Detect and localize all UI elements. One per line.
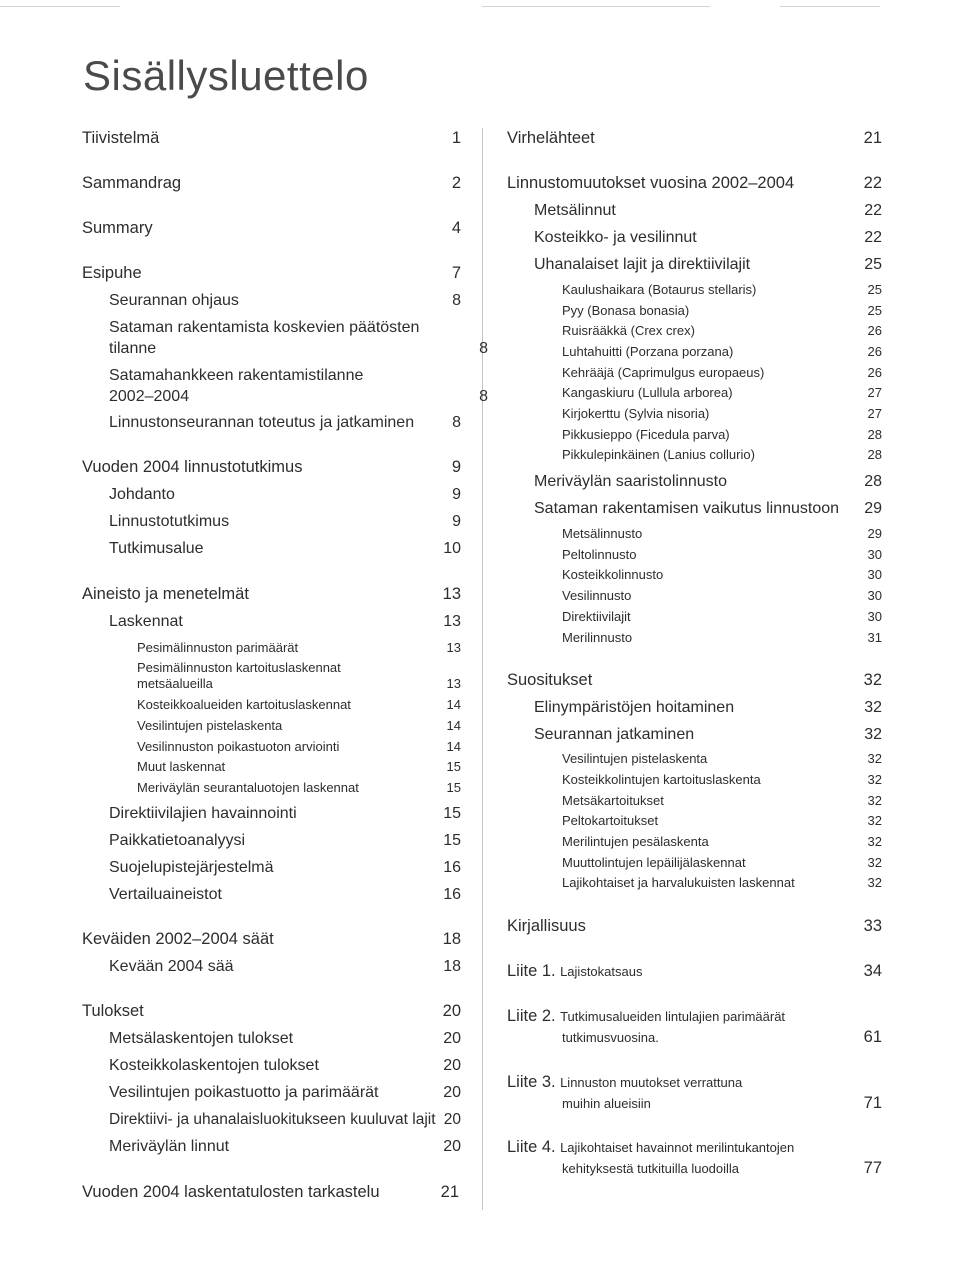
toc-entry-title: Vuoden 2004 laskentatulosten tarkastelu bbox=[82, 1183, 380, 1201]
toc-entry-title: Peltolinnusto bbox=[562, 547, 637, 562]
toc-entry[interactable] bbox=[507, 588, 882, 604]
toc-entry-title: Kaulushaikara (Botaurus stellaris) bbox=[562, 282, 757, 297]
toc-entry[interactable] bbox=[507, 447, 882, 463]
toc-entry-title: Kirjallisuus bbox=[507, 917, 586, 935]
toc-entry[interactable] bbox=[507, 303, 882, 319]
toc-entry[interactable] bbox=[507, 323, 882, 339]
toc-entry-page: 30 bbox=[867, 609, 882, 624]
toc-entry-page: 22 bbox=[864, 229, 882, 246]
toc-entry-title: Kirjokerttu (Sylvia nisoria) bbox=[562, 406, 710, 421]
toc-entry-title: Metsälaskentojen tulokset bbox=[109, 1030, 294, 1047]
toc-entry[interactable] bbox=[507, 200, 882, 221]
toc-entry-page: 15 bbox=[446, 759, 461, 774]
toc-entry-page: 8 bbox=[452, 292, 461, 309]
appendix-label: Liite 4. bbox=[507, 1138, 556, 1156]
toc-entry-title: Kosteikkolinnusto bbox=[562, 567, 664, 582]
appendix-title: Tutkimusalueiden lintulajien parimäärät bbox=[560, 1009, 786, 1024]
toc-entry-title: Suojelupistejärjestelmä bbox=[109, 859, 274, 876]
toc-entry-page: 21 bbox=[440, 1183, 459, 1201]
appendix-label: Liite 2. bbox=[507, 1007, 556, 1025]
toc-entry-page: 32 bbox=[867, 855, 882, 870]
toc-entry[interactable] bbox=[82, 457, 461, 478]
toc-entry[interactable] bbox=[507, 344, 882, 360]
toc-entry[interactable] bbox=[82, 484, 461, 505]
toc-entry-title: Esipuhe bbox=[82, 264, 142, 282]
toc-entry-page: 20 bbox=[443, 1084, 461, 1101]
toc-entry-page: 8 bbox=[479, 340, 488, 357]
toc-entry-page: 20 bbox=[443, 1030, 461, 1047]
toc-entry[interactable] bbox=[82, 803, 461, 824]
toc-entry-page: 32 bbox=[867, 793, 882, 808]
toc-entry-page: 28 bbox=[867, 447, 882, 462]
toc-entry-title: Satamahankkeen rakentamistilanne 2002–2004 bbox=[109, 367, 364, 405]
toc-entry-page: 32 bbox=[864, 726, 882, 743]
appendix-label: Liite 3. bbox=[507, 1073, 556, 1091]
toc-appendix-entry[interactable] bbox=[507, 1006, 882, 1048]
toc-entry-title: Kosteikkolaskentojen tulokset bbox=[109, 1057, 319, 1074]
toc-entry-title: Sataman rakentamisen vaikutus linnustoon bbox=[534, 500, 840, 517]
toc-entry[interactable] bbox=[82, 263, 461, 284]
toc-entry-page: 29 bbox=[867, 526, 882, 541]
toc-entry-title: Tulokset bbox=[82, 1002, 144, 1020]
toc-entry-title: Kangaskiuru (Lullula arborea) bbox=[562, 385, 733, 400]
toc-entry-title: Merilinnusto bbox=[562, 630, 633, 645]
toc-entry-page: 25 bbox=[867, 303, 882, 318]
toc-entry-page: 13 bbox=[446, 640, 461, 655]
toc-entry-page: 20 bbox=[443, 1111, 461, 1128]
toc-entry-title: Direktiivi- ja uhanalaisluokitukseen kuuluvat lajit bbox=[109, 1111, 436, 1128]
toc-entry[interactable] bbox=[82, 1082, 461, 1103]
toc-entry-page: 77 bbox=[863, 1159, 882, 1177]
toc-entry-title: Summary bbox=[82, 219, 153, 237]
toc-appendix-entry[interactable] bbox=[507, 1137, 882, 1179]
toc-entry-title: Paikkatietoanalyysi bbox=[109, 832, 246, 849]
toc-entry-page: 14 bbox=[446, 718, 461, 733]
toc-entry-title: Vertailuaineistot bbox=[109, 886, 222, 903]
toc-entry[interactable] bbox=[82, 956, 461, 977]
toc-entry-title: Pikkulepinkäinen (Lanius collurio) bbox=[562, 447, 755, 462]
toc-entry-page: 4 bbox=[451, 219, 461, 237]
toc-entry[interactable] bbox=[507, 427, 882, 443]
toc-entry-title: Vesilintujen pistelaskenta bbox=[137, 718, 283, 733]
toc-entry[interactable] bbox=[507, 670, 882, 691]
toc-entry[interactable] bbox=[507, 365, 882, 381]
toc-entry-page: 15 bbox=[443, 805, 461, 822]
toc-entry-page: 13 bbox=[442, 585, 461, 603]
toc-entry-page: 14 bbox=[446, 739, 461, 754]
toc-entry[interactable] bbox=[82, 718, 461, 734]
toc-entry-page: 18 bbox=[443, 958, 461, 975]
toc-entry[interactable] bbox=[82, 1182, 459, 1203]
toc-entry-title: Ruisrääkkä (Crex crex) bbox=[562, 323, 695, 338]
toc-entry[interactable] bbox=[507, 834, 882, 850]
toc-entry-page: 15 bbox=[443, 832, 461, 849]
toc-entry-page: 31 bbox=[867, 630, 882, 645]
toc-entry-title: Metsäkartoitukset bbox=[562, 793, 664, 808]
toc-entry-page: 22 bbox=[863, 174, 882, 192]
toc-entry-title: Meriväylän seurantaluotojen laskennat bbox=[137, 780, 359, 795]
toc-entry[interactable] bbox=[82, 660, 461, 692]
toc-entry[interactable] bbox=[82, 128, 461, 149]
toc-entry-page: 15 bbox=[446, 780, 461, 795]
toc-entry-title: Pesimälinnuston kartoituslaskennat metsäalueilla bbox=[137, 660, 341, 691]
toc-entry-title: Virhelähteet bbox=[507, 129, 595, 147]
toc-entry-page: 26 bbox=[867, 323, 882, 338]
toc-entry-title: Pikkusieppo (Ficedula parva) bbox=[562, 427, 730, 442]
toc-entry[interactable] bbox=[82, 929, 461, 950]
toc-entry-title: Vesilintujen pistelaskenta bbox=[562, 751, 708, 766]
toc-entry[interactable] bbox=[507, 793, 882, 809]
toc-entry[interactable] bbox=[507, 630, 882, 646]
toc-entry-title: Vuoden 2004 linnustotutkimus bbox=[82, 458, 303, 476]
toc-entry-title: Uhanalaiset lajit ja direktiivilajit bbox=[534, 256, 751, 273]
toc-entry-title: Seurannan jatkaminen bbox=[534, 726, 695, 743]
toc-entry[interactable] bbox=[82, 697, 461, 713]
toc-entry[interactable] bbox=[82, 759, 461, 775]
toc-entry-title: Muut laskennat bbox=[137, 759, 226, 774]
appendix-title: Lajikohtaiset havainnot merilintukantojen bbox=[560, 1140, 795, 1155]
appendix-label: Liite 1. bbox=[507, 962, 556, 980]
toc-entry-page: 27 bbox=[867, 406, 882, 421]
toc-entry[interactable] bbox=[507, 385, 882, 401]
toc-entry-title: Linnustomuutokset vuosina 2002–2004 bbox=[507, 174, 795, 192]
toc-entry[interactable] bbox=[82, 218, 461, 239]
page-title: Sisällysluettelo bbox=[83, 52, 369, 99]
toc-entry-page: 28 bbox=[864, 473, 882, 490]
toc-entry[interactable] bbox=[507, 751, 882, 767]
column-divider bbox=[482, 128, 483, 1210]
toc-entry-page: 10 bbox=[443, 540, 461, 557]
toc-entry-title: Tiivistelmä bbox=[82, 129, 160, 147]
toc-entry[interactable] bbox=[82, 1136, 461, 1157]
toc-entry[interactable] bbox=[82, 317, 488, 359]
toc-entry[interactable] bbox=[82, 1055, 461, 1076]
toc-entry-title: Suositukset bbox=[507, 671, 593, 689]
toc-entry-page: 71 bbox=[863, 1094, 882, 1112]
toc-entry[interactable] bbox=[82, 640, 461, 656]
toc-entry[interactable] bbox=[82, 511, 461, 532]
toc-entry[interactable] bbox=[82, 173, 461, 194]
toc-entry[interactable] bbox=[82, 830, 461, 851]
toc-entry-page: 28 bbox=[867, 427, 882, 442]
toc-entry-title: Vesilintujen poikastuotto ja parimäärät bbox=[109, 1084, 379, 1101]
toc-entry[interactable] bbox=[82, 1109, 461, 1130]
toc-entry-page: 16 bbox=[443, 859, 461, 876]
toc-entry-title: Meriväylän linnut bbox=[109, 1138, 230, 1155]
toc-entry-title: Luhtahuitti (Porzana porzana) bbox=[562, 344, 734, 359]
toc-entry[interactable] bbox=[82, 739, 461, 755]
toc-entry[interactable] bbox=[507, 813, 882, 829]
toc-entry-title: Elinympäristöjen hoitaminen bbox=[534, 699, 735, 716]
toc-entry-page: 2 bbox=[451, 174, 461, 192]
toc-entry-page: 30 bbox=[867, 547, 882, 562]
toc-entry-title: Vesilinnusto bbox=[562, 588, 632, 603]
appendix-title-continued: tutkimusvuosina. bbox=[562, 1030, 659, 1045]
toc-entry-title: Keväiden 2002–2004 säät bbox=[82, 930, 274, 948]
toc-entry[interactable] bbox=[507, 724, 882, 745]
toc-entry[interactable] bbox=[507, 526, 882, 542]
toc-entry-page: 29 bbox=[864, 500, 882, 517]
toc-entry-title: Pesimälinnuston parimäärät bbox=[137, 640, 299, 655]
toc-entry-title: Pyy (Bonasa bonasia) bbox=[562, 303, 690, 318]
toc-entry-page: 21 bbox=[863, 129, 882, 147]
toc-entry-title: Sammandrag bbox=[82, 174, 182, 192]
toc-entry-page: 25 bbox=[864, 256, 882, 273]
toc-entry[interactable] bbox=[507, 282, 882, 298]
toc-entry[interactable] bbox=[507, 875, 882, 891]
toc-entry-page: 27 bbox=[867, 385, 882, 400]
toc-entry-page: 32 bbox=[867, 751, 882, 766]
toc-entry-title: Metsälinnusto bbox=[562, 526, 643, 541]
toc-appendix-entry[interactable] bbox=[507, 1072, 882, 1114]
toc-entry[interactable] bbox=[507, 254, 882, 275]
toc-entry-page: 34 bbox=[863, 962, 882, 980]
toc-entry-page: 20 bbox=[442, 1002, 461, 1020]
toc-entry-page: 32 bbox=[867, 772, 882, 787]
toc-entry-page: 9 bbox=[452, 513, 461, 530]
toc-entry-title: Direktiivilajit bbox=[562, 609, 631, 624]
toc-entry-page: 25 bbox=[867, 282, 882, 297]
appendix-title: Linnuston muutokset verrattuna bbox=[560, 1075, 743, 1090]
toc-entry-title: Linnustonseurannan toteutus ja jatkaminen bbox=[109, 414, 415, 431]
toc-entry-page: 26 bbox=[867, 344, 882, 359]
toc-entry-title: Johdanto bbox=[109, 486, 175, 503]
toc-entry-title: Vesilinnuston poikastuoton arviointi bbox=[137, 739, 340, 754]
appendix-title-continued: muihin alueisiin bbox=[562, 1096, 651, 1111]
toc-entry-page: 20 bbox=[443, 1138, 461, 1155]
toc-entry-page: 32 bbox=[867, 875, 882, 890]
toc-entry-page: 14 bbox=[446, 697, 461, 712]
toc-entry[interactable] bbox=[82, 884, 461, 905]
toc-entry-page: 32 bbox=[867, 813, 882, 828]
toc-entry-title: Metsälinnut bbox=[534, 202, 616, 219]
toc-entry-page: 8 bbox=[452, 414, 461, 431]
toc-entry[interactable] bbox=[82, 1028, 461, 1049]
toc-entry-title: Laskennat bbox=[109, 613, 183, 630]
toc-entry-title: Linnustotutkimus bbox=[109, 513, 230, 530]
toc-entry[interactable] bbox=[507, 227, 882, 248]
toc-entry-page: 13 bbox=[446, 676, 461, 691]
toc-entry[interactable] bbox=[507, 567, 882, 583]
toc-entry-page: 30 bbox=[867, 567, 882, 582]
toc-appendix-entry[interactable] bbox=[507, 961, 882, 982]
toc-entry[interactable] bbox=[507, 128, 882, 149]
toc-entry-page: 22 bbox=[864, 202, 882, 219]
toc-entry[interactable] bbox=[507, 916, 882, 937]
toc-entry-title: Lajikohtaiset ja harvalukuisten laskennat bbox=[562, 875, 795, 890]
toc-entry-title: Kosteikko- ja vesilinnut bbox=[534, 229, 697, 246]
toc-entry-title: Kehrääjä (Caprimulgus europaeus) bbox=[562, 365, 765, 380]
toc-entry-title: Aineisto ja menetelmät bbox=[82, 585, 249, 603]
toc-entry-title: Tutkimusalue bbox=[109, 540, 204, 557]
toc-entry-page: 8 bbox=[479, 388, 488, 405]
toc-entry[interactable] bbox=[507, 772, 882, 788]
toc-entry[interactable] bbox=[82, 857, 461, 878]
toc-entry-page: 9 bbox=[452, 486, 461, 503]
toc-entry[interactable] bbox=[507, 855, 882, 871]
toc-entry-title: Peltokartoitukset bbox=[562, 813, 659, 828]
toc-entry-page: 33 bbox=[863, 917, 882, 935]
toc-entry-page: 61 bbox=[863, 1028, 882, 1046]
toc-entry-title: Seurannan ohjaus bbox=[109, 292, 239, 309]
toc-entry[interactable] bbox=[82, 412, 461, 433]
toc-entry[interactable] bbox=[507, 173, 882, 194]
toc-entry-title: Meriväylän saaristolinnusto bbox=[534, 473, 727, 490]
toc-entry-title: Muuttolintujen lepäilijälaskennat bbox=[562, 855, 746, 870]
toc-entry[interactable] bbox=[507, 697, 882, 718]
toc-entry-page: 16 bbox=[443, 886, 461, 903]
toc-entry[interactable] bbox=[507, 471, 882, 492]
toc-entry[interactable] bbox=[507, 547, 882, 563]
toc-entry[interactable] bbox=[82, 1001, 461, 1022]
toc-entry-page: 32 bbox=[863, 671, 882, 689]
toc-entry-title: Direktiivilajien havainnointi bbox=[109, 805, 297, 822]
toc-entry-title: Merilintujen pesälaskenta bbox=[562, 834, 709, 849]
appendix-title: Lajistokatsaus bbox=[560, 964, 643, 979]
toc-entry-title: Sataman rakentamista koskevien päätösten tilanne bbox=[109, 319, 420, 357]
toc-entry-title: Kosteikkoalueiden kartoituslaskennat bbox=[137, 697, 351, 712]
toc-entry-page: 20 bbox=[443, 1057, 461, 1074]
toc-entry[interactable] bbox=[82, 538, 461, 559]
toc-entry[interactable] bbox=[507, 406, 882, 422]
toc-entry-page: 9 bbox=[451, 458, 461, 476]
toc-entry-title: Kosteikkolintujen kartoituslaskenta bbox=[562, 772, 761, 787]
toc-entry[interactable] bbox=[82, 611, 461, 632]
top-rule-left bbox=[0, 6, 120, 7]
toc-entry-page: 32 bbox=[864, 699, 882, 716]
toc-entry-page: 32 bbox=[867, 834, 882, 849]
toc-entry-page: 1 bbox=[451, 129, 461, 147]
toc-entry-page: 30 bbox=[867, 588, 882, 603]
toc-entry-title: Kevään 2004 sää bbox=[109, 958, 234, 975]
top-rule-right bbox=[780, 6, 880, 7]
toc-entry[interactable] bbox=[82, 365, 488, 407]
toc-entry-page: 26 bbox=[867, 365, 882, 380]
toc-entry-page: 13 bbox=[443, 613, 461, 630]
toc-entry-page: 7 bbox=[451, 264, 461, 282]
toc-entry[interactable] bbox=[82, 780, 461, 796]
toc-entry[interactable] bbox=[82, 584, 461, 605]
toc-entry[interactable] bbox=[507, 609, 882, 625]
toc-entry[interactable] bbox=[82, 290, 461, 311]
toc-entry-page: 18 bbox=[442, 930, 461, 948]
toc-entry[interactable] bbox=[507, 498, 882, 519]
appendix-title-continued: kehityksestä tutkituilla luodoilla bbox=[562, 1161, 740, 1176]
top-rule-center bbox=[482, 6, 710, 7]
